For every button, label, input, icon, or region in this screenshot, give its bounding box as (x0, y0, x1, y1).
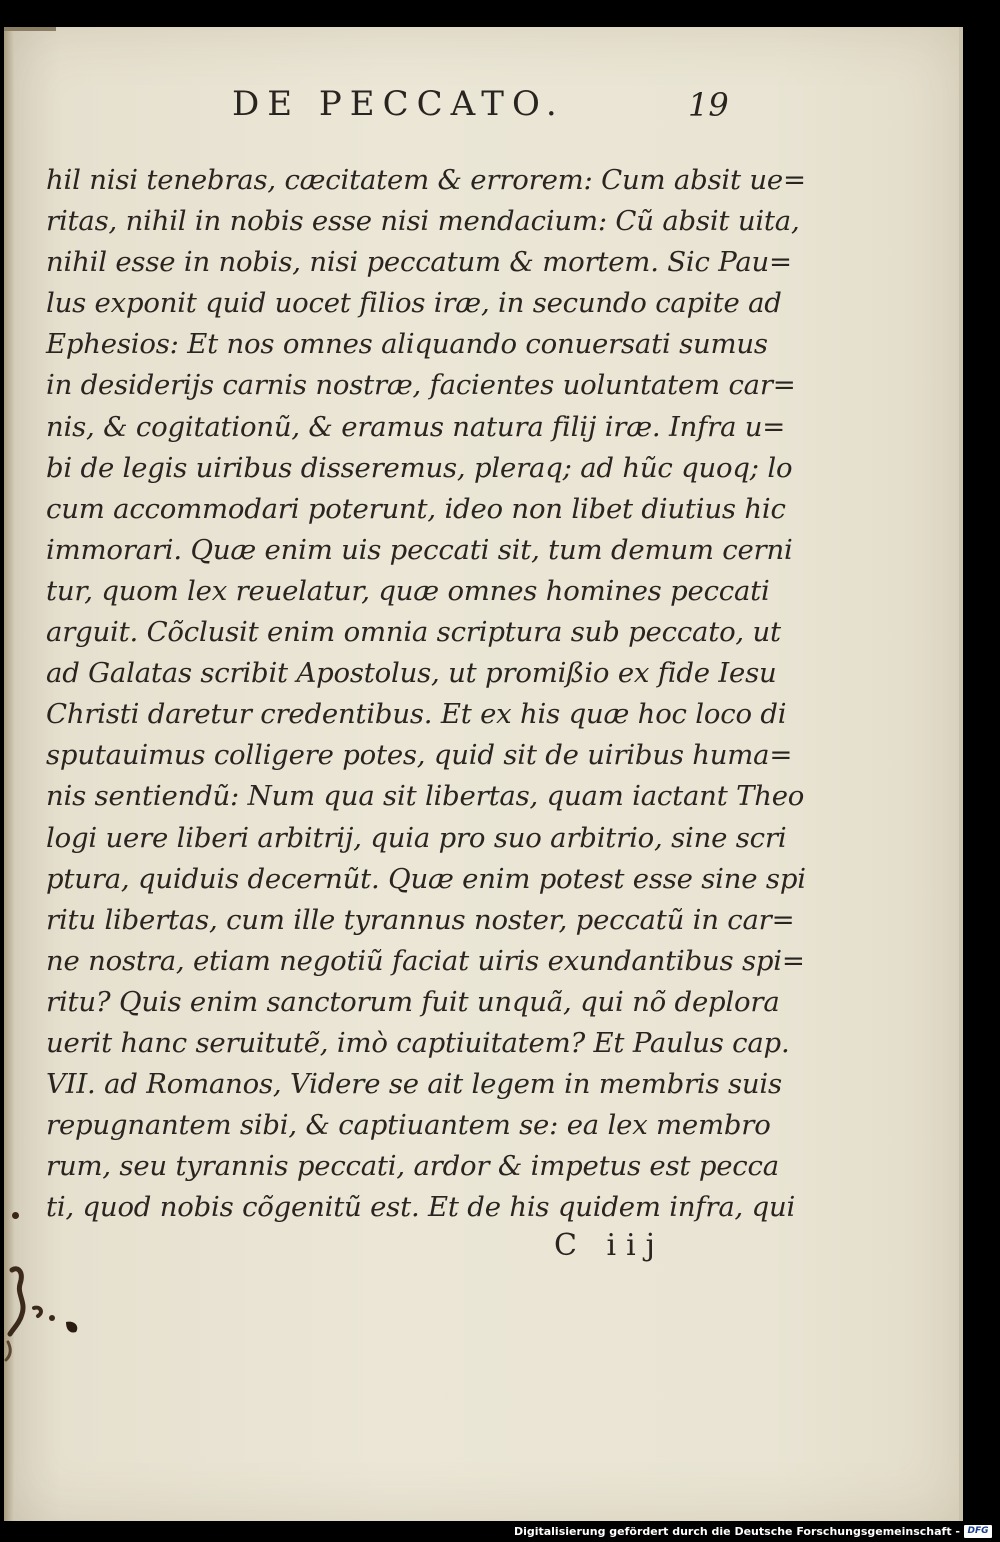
running-head: DE PECCATO. (232, 84, 565, 124)
text-line: arguit. Cõclusit enim omnia scriptura sub peccato, ut (46, 616, 781, 649)
text-line: nis sentiendũ: Num qua sit libertas, quam iactant Theo (46, 780, 805, 813)
text-line: ritu? Quis enim sanctorum fuit unquã, qui nõ deplora (46, 985, 780, 1018)
text-line: lus exponit quid uocet filios iræ, in secundo capite ad (46, 287, 782, 320)
text-line: Christi daretur credentibus. Et ex his quæ hoc loco di (46, 698, 787, 731)
text-line: ad Galatas scribit Apostolus, ut promißio ex fide Iesu (46, 657, 777, 690)
text-line: ne nostra, etiam negotiũ faciat uiris exundantibus spi= (46, 944, 805, 977)
text-line: cum accommodari poterunt, ideo non libet diutius hic (46, 492, 786, 525)
text-line: tur, quom lex reuelatur, quæ omnes homines peccati (46, 574, 770, 607)
text-line: ti, quod nobis cõgenitũ est. Et de his quidem infra, qui (46, 1191, 796, 1224)
page-fore-edge (959, 27, 963, 1521)
margin-ink-dot (12, 1212, 19, 1219)
text-line: ritas, nihil in nobis esse nisi mendacium: Cũ absit uita, (46, 205, 800, 238)
text-line: rum, seu tyrannis peccati, ardor & impetus est pecca (46, 1150, 779, 1183)
text-line: repugnantem sibi, & captiuantem se: ea lex membro (46, 1109, 771, 1142)
dfg-logo: DFG (964, 1525, 992, 1538)
text-line: hil nisi tenebras, cæcitatem & errorem: Cum absit ue= (46, 164, 806, 196)
text-line: uerit hanc seruitutẽ, imò captiuitatem? Et Paulus cap. (46, 1026, 790, 1059)
signature-mark: C iij (554, 1228, 665, 1263)
funding-credit: Digitalisierung gefördert durch die Deutsche Forschungsgemeinschaft - (513, 1525, 960, 1538)
text-line: in desiderijs carnis nostræ, facientes uoluntatem car= (46, 369, 796, 402)
margin-ink-stain (4, 1262, 84, 1362)
text-line: logi uere liberi arbitrij, quia pro suo arbitrio, sine scri (46, 821, 787, 854)
text-line: nihil esse in nobis, nisi peccatum & mortem. Sic Pau= (46, 246, 792, 279)
text-line: immorari. Quæ enim uis peccati sit, tum demum cerni (46, 533, 793, 566)
scan-edge-mark (4, 27, 56, 31)
text-line: bi de legis uiribus disseremus, pleraq; ad hũc quoq; lo (46, 451, 793, 484)
text-line: sputauimus colligere potes, quid sit de uiribus huma= (46, 739, 793, 772)
page-number: 19 (688, 86, 729, 124)
text-line: ptura, quiduis decernũt. Quæ enim potest esse sine spi (46, 862, 806, 895)
text-line: VII. ad Romanos, Videre se ait legem in membris suis (46, 1068, 782, 1101)
body-text (46, 160, 806, 1228)
text-line: nis, & cogitationũ, & eramus natura filij iræ. Infra u= (46, 410, 786, 443)
text-line: Ephesios: Et nos omnes aliquando conuersati sumus (46, 328, 768, 361)
text-line: ritu libertas, cum ille tyrannus noster, peccatũ in car= (46, 903, 795, 936)
